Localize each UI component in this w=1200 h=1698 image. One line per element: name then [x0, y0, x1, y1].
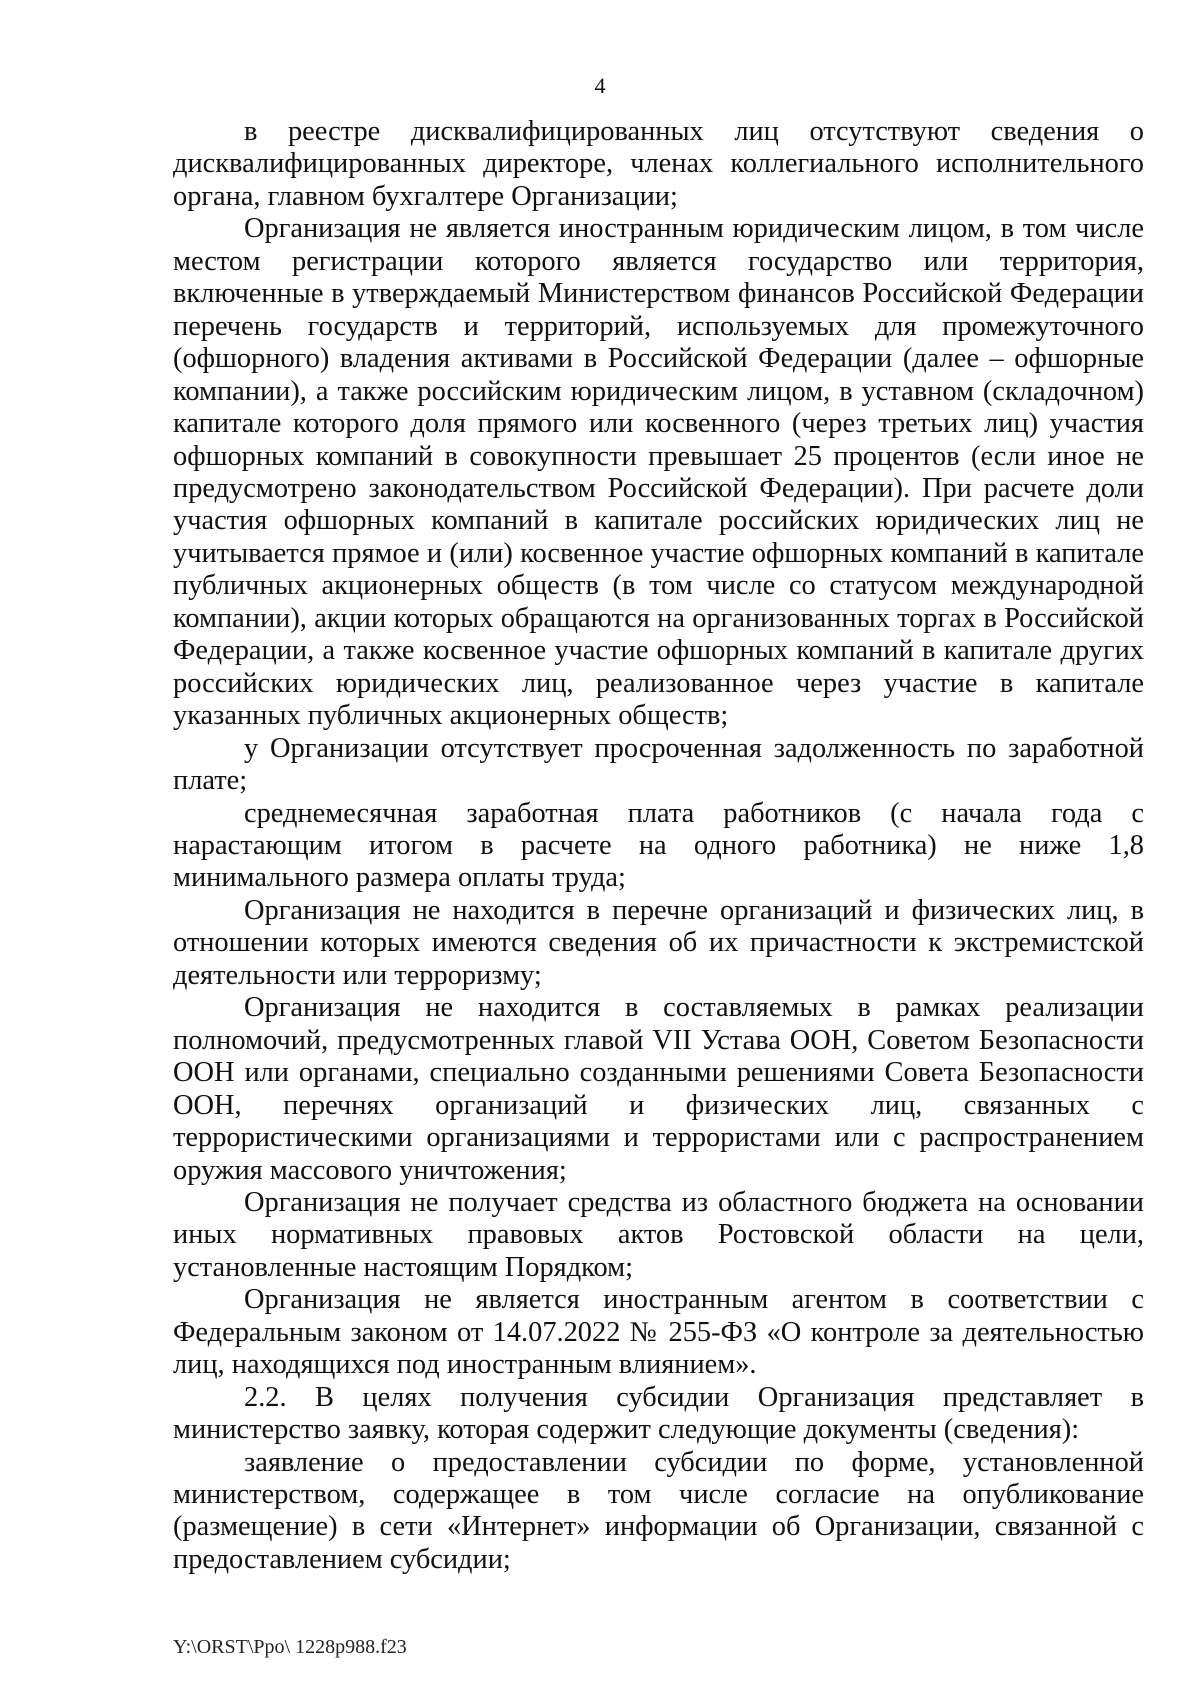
paragraph-un-lists: Организация не находится в составляемых в рамках реализации полномочий, предусмотренных главой VII Устава ООН, Советом Безопасности ООН или органами, специально созданными решениями Совета Безопасности ООН, перечнях организаций и физических лиц, связанных с террористическими организациями и террористами или с распространением оружия массового уничтожения;: [173, 992, 1144, 1186]
paragraph-wage-arrears: у Организации отсутствует просроченная задолженность по заработной плате;: [173, 732, 1144, 797]
paragraph-foreign-agent: Организация не является иностранным агентом в соответствии с Федеральным законом от 14.07.2022 № 255-ФЗ «О контроле за деятельностью лиц, находящихся под иностранным влиянием».: [173, 1284, 1144, 1381]
paragraph-application-form: заявление о предоставлении субсидии по форме, установленной министерством, содержащее в том числе согласие на опубликование (размещение) в сети «Интернет» информации об Организации, связанной с предоставлением субсидии;: [173, 1446, 1144, 1575]
page-number: 4: [594, 73, 606, 98]
paragraph-section-2-2: 2.2. В целях получения субсидии Организация представляет в министерство заявку, которая содержит следующие документы (сведения):: [173, 1381, 1144, 1446]
paragraph-offshore-companies: Организация не является иностранным юридическим лицом, в том числе местом регистрации которого является государство или территория, включенные в утверждаемый Министерством финансов Российской Федерации перечень государств и территорий, используемых для промежуточного (офшорного) владения активами в Российской Федерации (далее – офшорные компании), а также российским юридическим лицом, в уставном (складочном) капитале которого доля прямого или косвенного (через третьих лиц) участия офшорных компаний в совокупности превышает 25 процентов (если иное не предусмотрено законодательством Российской Федерации). При расчете доли участия офшорных компаний в капитале российских юридических лиц не учитывается прямое и (или) косвенное участие офшорных компаний в капитале публичных акционерных обществ (в том числе со статусом международной компании), акции которых обращаются на организованных торгах в Российской Федерации, а также косвенное участие офшорных компаний в капитале других российских юридических лиц, реализованное через участие в капитале указанных публичных акционерных обществ;: [173, 213, 1144, 732]
paragraph-extremism-list: Организация не находится в перечне организаций и физических лиц, в отношении которых имеются сведения об их причастности к экстремистской деятельности или терроризму;: [173, 894, 1144, 991]
paragraph-regional-budget: Организация не получает средства из областного бюджета на основании иных нормативных правовых актов Ростовской области на цели, установленные настоящим Порядком;: [173, 1186, 1144, 1283]
footer-file-path: Y:\ORST\Ppo\ 1228p988.f23: [173, 1636, 407, 1658]
body-text: [173, 116, 1144, 1576]
paragraph-average-salary: среднемесячная заработная плата работников (с начала года с нарастающим итогом в расчете на одного работника) не ниже 1,8 минимального размера оплаты труда;: [173, 797, 1144, 894]
paragraph-disqualified-persons: в реестре дисквалифицированных лиц отсутствуют сведения о дисквалифицированных директоре, членах коллегиального исполнительного органа, главном бухгалтере Организации;: [173, 116, 1144, 212]
